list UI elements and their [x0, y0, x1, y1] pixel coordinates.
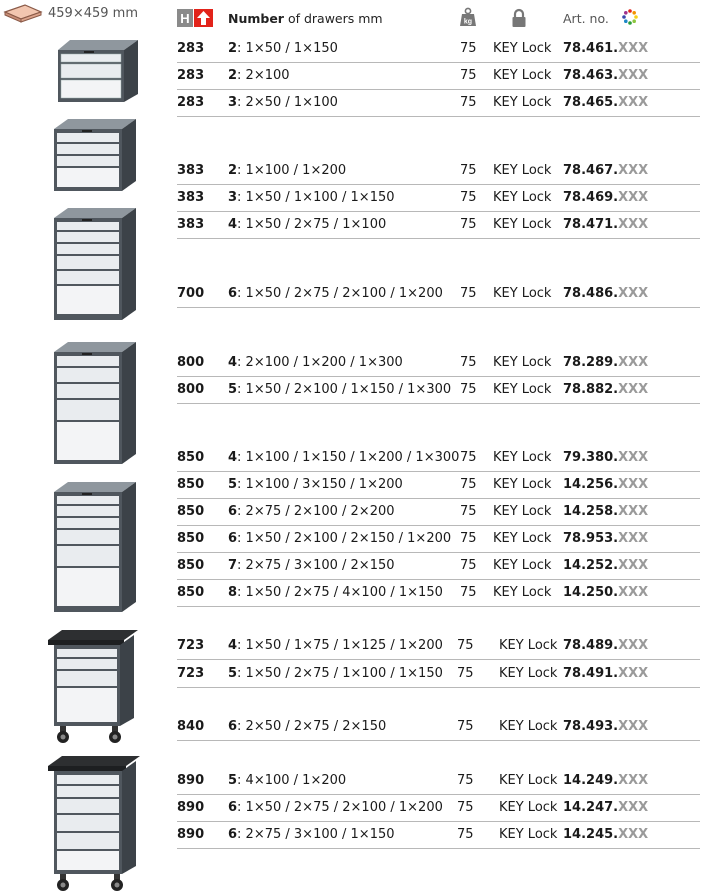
article-number [563, 217, 648, 232]
cabinet-800-image [46, 340, 140, 466]
row-divider [177, 184, 700, 185]
drawer-configuration [228, 450, 459, 465]
load-capacity: 75 [460, 286, 477, 301]
drawer-sizes: : 2×50 / 1×100 [237, 95, 338, 110]
article-number [563, 638, 648, 653]
article-number-suffix: XXX [618, 450, 649, 465]
height-icon-letter: H [180, 11, 190, 26]
drawer-count: 3 [228, 190, 238, 205]
article-number-prefix: 14.247. [563, 800, 619, 815]
article-number-prefix: 78.469. [563, 190, 619, 205]
drawer-configuration [228, 163, 346, 178]
drawer-sizes: : 1×100 / 3×150 / 1×200 [237, 477, 403, 492]
load-capacity: 75 [457, 800, 474, 815]
article-number-prefix: 78.465. [563, 95, 619, 110]
row-divider [177, 62, 700, 63]
mobile-cabinet-890-image [44, 754, 144, 894]
mobile-cabinet-723-image [44, 628, 142, 746]
article-number-prefix: 14.256. [563, 477, 619, 492]
lock-type: KEY Lock [493, 190, 552, 205]
load-capacity: 75 [460, 382, 477, 397]
article-number-prefix: 78.486. [563, 286, 619, 301]
article-number-suffix: XXX [618, 217, 649, 232]
drawer-configuration [228, 827, 395, 842]
drawer-sizes: : 1×50 / 1×75 / 1×125 / 1×200 [237, 638, 443, 653]
lock-type: KEY Lock [499, 773, 558, 788]
lock-type: KEY Lock [499, 638, 558, 653]
height-value: 723 [177, 666, 205, 681]
load-capacity: 75 [460, 163, 477, 178]
article-number [563, 450, 648, 465]
drawer-count: 6 [228, 504, 238, 519]
drawer-size-label: 459×459 mm [48, 6, 138, 21]
row-divider [177, 376, 700, 377]
article-number-prefix: 78.489. [563, 638, 619, 653]
drawer-sizes: : 1×100 / 1×200 [237, 163, 347, 178]
row-divider [177, 740, 700, 741]
load-capacity: 75 [460, 217, 477, 232]
height-icon [177, 9, 213, 27]
row-divider [177, 821, 700, 822]
article-number [563, 504, 648, 519]
drawer-sizes: : 1×50 / 2×100 / 1×150 / 1×300 [237, 382, 452, 397]
drawer-count: 5 [228, 773, 238, 788]
drawer-sizes: : 1×50 / 2×75 / 1×100 / 1×150 [237, 666, 443, 681]
article-number-suffix: XXX [618, 477, 649, 492]
table-row [177, 351, 700, 377]
table-row [177, 378, 700, 404]
lock-type: KEY Lock [493, 558, 552, 573]
drawer-sizes: : 2×50 / 2×75 / 2×150 [237, 719, 387, 734]
article-number-prefix: 78.493. [563, 719, 619, 734]
row-divider [177, 687, 700, 688]
drawer-count: 6 [228, 827, 238, 842]
table-row [177, 769, 700, 795]
article-number-suffix: XXX [618, 800, 649, 815]
load-capacity: 75 [460, 585, 477, 600]
row-divider [177, 471, 700, 472]
article-number-suffix: XXX [618, 95, 649, 110]
table-row [177, 64, 700, 90]
drawer-count: 6 [228, 719, 238, 734]
article-number-suffix: XXX [618, 827, 649, 842]
load-capacity: 75 [457, 719, 474, 734]
drawer-count: 4 [228, 217, 238, 232]
article-number-prefix: 78.289. [563, 355, 619, 370]
lock-type: KEY Lock [499, 827, 558, 842]
article-number [563, 666, 648, 681]
height-value: 850 [177, 504, 205, 519]
article-number-suffix: XXX [618, 531, 649, 546]
table-row [177, 527, 700, 553]
article-number-suffix: XXX [618, 355, 649, 370]
number-of-drawers-header [228, 11, 383, 26]
row-divider [177, 794, 700, 795]
drawer-configuration [228, 531, 451, 546]
drawer-sizes: : 1×50 / 2×75 / 2×100 / 1×200 [237, 800, 443, 815]
article-number [563, 585, 648, 600]
article-number [563, 68, 648, 83]
load-capacity: 75 [460, 450, 477, 465]
drawer-configuration [228, 95, 338, 110]
article-number-header: Art. no. [563, 11, 609, 26]
row-divider [177, 403, 700, 404]
drawer-configuration [228, 41, 338, 56]
drawer-count: 7 [228, 558, 238, 573]
lock-type: KEY Lock [493, 286, 552, 301]
height-value: 850 [177, 585, 205, 600]
drawer-count: 6 [228, 800, 238, 815]
drawer-sizes: : 4×100 / 1×200 [237, 773, 347, 788]
load-capacity: 75 [460, 68, 477, 83]
lock-type: KEY Lock [493, 95, 552, 110]
cabinet-850-image [46, 480, 140, 614]
row-divider [177, 579, 700, 580]
lock-type: KEY Lock [499, 800, 558, 815]
row-divider [177, 89, 700, 90]
article-number [563, 477, 648, 492]
article-number-prefix: 78.461. [563, 41, 619, 56]
number-header-bold: Number [228, 11, 284, 26]
height-value: 800 [177, 382, 205, 397]
drawer-configuration [228, 800, 443, 815]
height-value: 383 [177, 217, 205, 232]
table-row [177, 715, 700, 741]
article-number-suffix: XXX [618, 68, 649, 83]
drawer-configuration [228, 504, 395, 519]
height-value: 383 [177, 190, 205, 205]
load-capacity: 75 [457, 827, 474, 842]
drawer-configuration [228, 477, 403, 492]
article-number [563, 531, 648, 546]
drawer-count: 5 [228, 477, 238, 492]
table-row [177, 796, 700, 822]
load-capacity: 75 [460, 41, 477, 56]
height-value: 383 [177, 163, 205, 178]
cabinet-283-image [50, 38, 140, 104]
height-value: 850 [177, 531, 205, 546]
article-number [563, 719, 648, 734]
article-number-suffix: XXX [618, 585, 649, 600]
article-number [563, 41, 648, 56]
drawer-sizes: : 2×75 / 2×100 / 2×200 [237, 504, 395, 519]
drawer-configuration [228, 68, 290, 83]
lock-type: KEY Lock [493, 41, 552, 56]
article-number [563, 558, 648, 573]
load-capacity: 75 [460, 558, 477, 573]
load-capacity: 75 [460, 477, 477, 492]
row-divider [177, 659, 700, 660]
lock-type: KEY Lock [493, 355, 552, 370]
article-number-suffix: XXX [618, 163, 649, 178]
table-row [177, 91, 700, 117]
article-number-prefix: 78.491. [563, 666, 619, 681]
article-number [563, 382, 648, 397]
load-capacity: 75 [457, 638, 474, 653]
lock-type: KEY Lock [493, 163, 552, 178]
load-capacity: 75 [460, 190, 477, 205]
drawer-count: 2 [228, 163, 238, 178]
article-number-prefix: 79.380. [563, 450, 619, 465]
drawer-configuration [228, 217, 386, 232]
article-number-suffix: XXX [618, 558, 649, 573]
row-divider [177, 848, 700, 849]
height-value: 850 [177, 477, 205, 492]
load-capacity: 75 [457, 666, 474, 681]
article-number-suffix: XXX [618, 719, 649, 734]
load-capacity: 75 [460, 95, 477, 110]
drawer-sizes: : 2×100 / 1×200 / 1×300 [237, 355, 403, 370]
drawer-configuration [228, 382, 451, 397]
article-number-prefix: 14.250. [563, 585, 619, 600]
drawer-configuration [228, 773, 346, 788]
article-number-suffix: XXX [618, 773, 649, 788]
article-number-prefix: 78.463. [563, 68, 619, 83]
height-value: 890 [177, 773, 205, 788]
drawer-sizes: : 1×50 / 1×100 / 1×150 [237, 190, 395, 205]
row-divider [177, 498, 700, 499]
article-number [563, 163, 648, 178]
article-number-suffix: XXX [618, 382, 649, 397]
drawer-size-icon [3, 3, 43, 23]
drawer-count: 8 [228, 585, 238, 600]
drawer-configuration [228, 585, 443, 600]
row-divider [177, 525, 700, 526]
drawer-count: 4 [228, 638, 238, 653]
table-row [177, 37, 700, 63]
drawer-count: 6 [228, 286, 238, 301]
drawer-sizes: : 1×100 / 1×150 / 1×200 / 1×300 [237, 450, 460, 465]
lock-type: KEY Lock [493, 450, 552, 465]
load-capacity: 75 [457, 773, 474, 788]
height-value: 890 [177, 827, 205, 842]
cabinet-383-image [46, 117, 140, 193]
article-number-prefix: 14.258. [563, 504, 619, 519]
load-capacity: 75 [460, 504, 477, 519]
row-divider [177, 211, 700, 212]
article-number [563, 95, 648, 110]
load-capacity: 75 [460, 355, 477, 370]
weight-icon [459, 7, 477, 27]
lock-type: KEY Lock [499, 666, 558, 681]
height-value: 283 [177, 68, 205, 83]
table-row [177, 634, 700, 660]
height-value: 850 [177, 450, 205, 465]
article-number-prefix: 78.953. [563, 531, 619, 546]
height-value: 800 [177, 355, 205, 370]
row-divider [177, 606, 700, 607]
height-value: 840 [177, 719, 205, 734]
height-value: 890 [177, 800, 205, 815]
table-row [177, 186, 700, 212]
table-row [177, 554, 700, 580]
color-wheel-icon [621, 8, 639, 26]
article-number [563, 286, 648, 301]
row-divider [177, 307, 700, 308]
table-row [177, 446, 700, 472]
row-divider [177, 552, 700, 553]
row-divider [177, 116, 700, 117]
height-value: 283 [177, 41, 205, 56]
article-number [563, 827, 648, 842]
lock-icon [511, 8, 527, 28]
drawer-count: 2 [228, 41, 238, 56]
article-number-prefix: 14.252. [563, 558, 619, 573]
drawer-sizes: : 1×50 / 2×100 / 2×150 / 1×200 [237, 531, 452, 546]
drawer-configuration [228, 190, 395, 205]
article-number-prefix: 14.245. [563, 827, 619, 842]
drawer-configuration [228, 666, 443, 681]
table-row [177, 823, 700, 849]
article-number-prefix: 78.882. [563, 382, 619, 397]
article-number-prefix: 14.249. [563, 773, 619, 788]
drawer-count: 4 [228, 450, 238, 465]
article-number-suffix: XXX [618, 41, 649, 56]
drawer-count: 5 [228, 666, 238, 681]
drawer-sizes: : 1×50 / 1×150 [237, 41, 338, 56]
drawer-count: 2 [228, 68, 238, 83]
drawer-sizes: : 2×100 [237, 68, 290, 83]
article-number [563, 190, 648, 205]
article-number [563, 773, 648, 788]
table-row [177, 473, 700, 499]
table-row [177, 159, 700, 185]
drawer-count: 5 [228, 382, 238, 397]
lock-type: KEY Lock [493, 585, 552, 600]
drawer-count: 6 [228, 531, 238, 546]
lock-type: KEY Lock [493, 477, 552, 492]
height-value: 700 [177, 286, 205, 301]
cabinet-700-image [46, 206, 140, 322]
lock-type: KEY Lock [493, 504, 552, 519]
table-row [177, 662, 700, 688]
height-value: 723 [177, 638, 205, 653]
article-number-prefix: 78.467. [563, 163, 619, 178]
table-row [177, 581, 700, 607]
drawer-configuration [228, 558, 395, 573]
lock-type: KEY Lock [493, 217, 552, 232]
article-number [563, 800, 648, 815]
article-number [563, 355, 648, 370]
article-number-suffix: XXX [618, 286, 649, 301]
article-number-suffix: XXX [618, 190, 649, 205]
table-row [177, 500, 700, 526]
weight-icon-label: kg [463, 18, 473, 26]
lock-type: KEY Lock [493, 382, 552, 397]
article-number-suffix: XXX [618, 504, 649, 519]
drawer-configuration [228, 355, 403, 370]
article-number-prefix: 78.471. [563, 217, 619, 232]
drawer-configuration [228, 286, 443, 301]
lock-type: KEY Lock [493, 68, 552, 83]
number-header-rest: of drawers mm [283, 11, 383, 26]
drawer-sizes: : 1×50 / 2×75 / 1×100 [237, 217, 387, 232]
article-number-suffix: XXX [618, 638, 649, 653]
article-number-suffix: XXX [618, 666, 649, 681]
drawer-count: 3 [228, 95, 238, 110]
drawer-sizes: : 1×50 / 2×75 / 4×100 / 1×150 [237, 585, 443, 600]
table-row [177, 213, 700, 239]
drawer-sizes: : 2×75 / 3×100 / 2×150 [237, 558, 395, 573]
row-divider [177, 238, 700, 239]
height-value: 283 [177, 95, 205, 110]
lock-type: KEY Lock [493, 531, 552, 546]
load-capacity: 75 [460, 531, 477, 546]
table-row [177, 282, 700, 308]
lock-type: KEY Lock [499, 719, 558, 734]
drawer-configuration [228, 638, 443, 653]
drawer-configuration [228, 719, 386, 734]
drawer-sizes: : 2×75 / 3×100 / 1×150 [237, 827, 395, 842]
height-value: 850 [177, 558, 205, 573]
drawer-count: 4 [228, 355, 238, 370]
drawer-sizes: : 1×50 / 2×75 / 2×100 / 1×200 [237, 286, 443, 301]
